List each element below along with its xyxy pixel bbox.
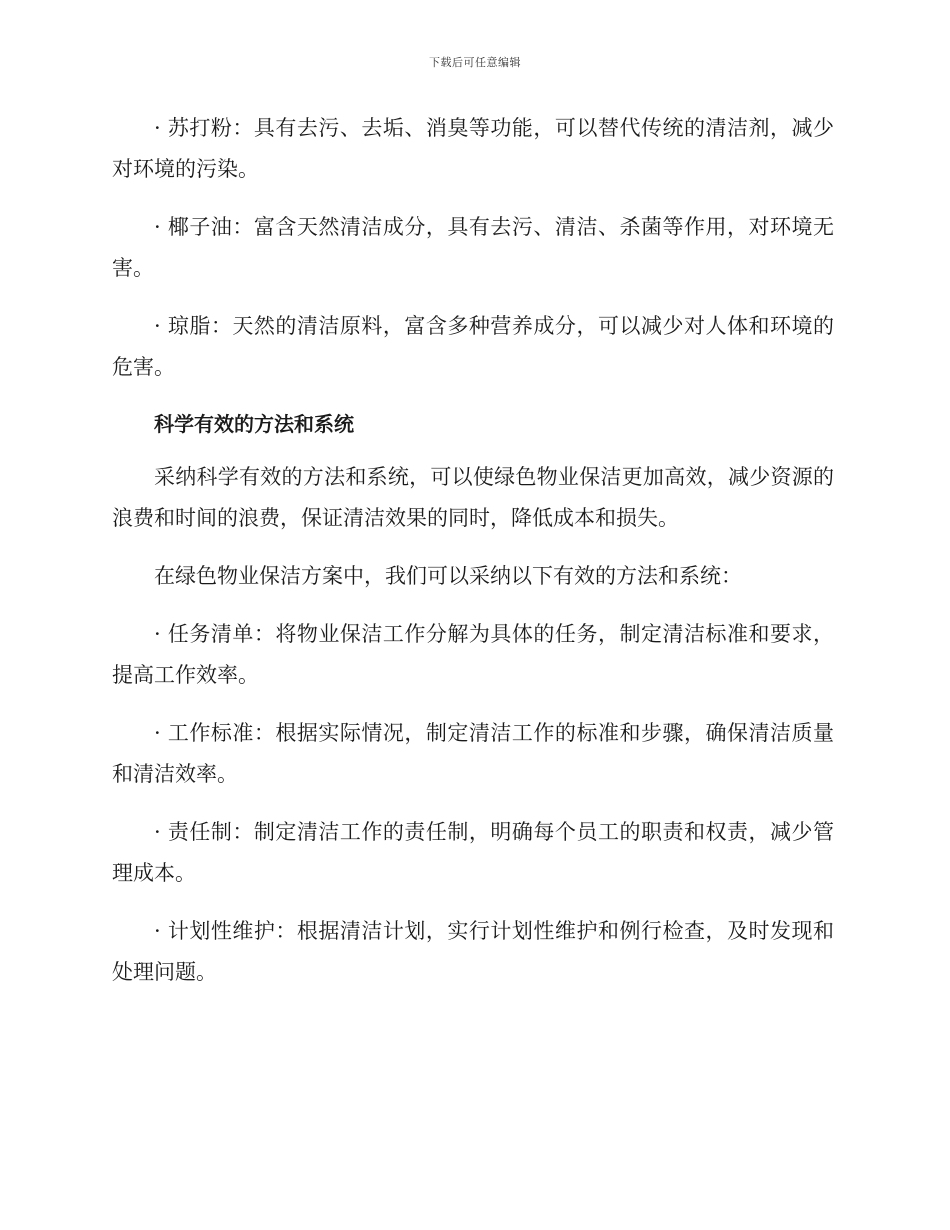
bullet-paragraph-agar: · 琼脂：天然的清洁原料，富含多种营养成分，可以减少对人体和环境的危害。 xyxy=(112,314,834,379)
section-lead-paragraph: 在绿色物业保洁方案中，我们可以采纳以下有效的方法和系统： xyxy=(154,564,742,588)
bullet-paragraph-soda: · 苏打粉：具有去污、去垢、消臭等功能，可以替代传统的清洁剂，减少对环境的污染。 xyxy=(112,116,834,181)
bullet-paragraph-work-standard: · 工作标准：根据实际情况，制定清洁工作的标准和步骤，确保清洁质量和清洁效率。 xyxy=(112,721,834,786)
bullet-paragraph-coconut-oil: · 椰子油：富含天然清洁成分，具有去污、清洁、杀菌等作用，对环境无害。 xyxy=(112,215,834,280)
bullet-paragraph-task-list: · 任务清单：将物业保洁工作分解为具体的任务，制定清洁标准和要求，提高工作效率。 xyxy=(112,622,834,687)
section-heading: 科学有效的方法和系统 xyxy=(154,412,354,436)
document-body xyxy=(112,108,834,1010)
section-intro-paragraph: 采纳科学有效的方法和系统，可以使绿色物业保洁更加高效，减少资源的浪费和时间的浪费，保证清洁效果的同时，降低成本和损失。 xyxy=(112,465,834,530)
bullet-paragraph-responsibility: · 责任制：制定清洁工作的责任制，明确每个员工的职责和权责，减少管理成本。 xyxy=(112,820,834,885)
bullet-paragraph-planned-maintenance: · 计划性维护：根据清洁计划，实行计划性维护和例行检查，及时发现和处理问题。 xyxy=(112,919,834,984)
page-header: 下载后可任意编辑 xyxy=(429,56,521,69)
